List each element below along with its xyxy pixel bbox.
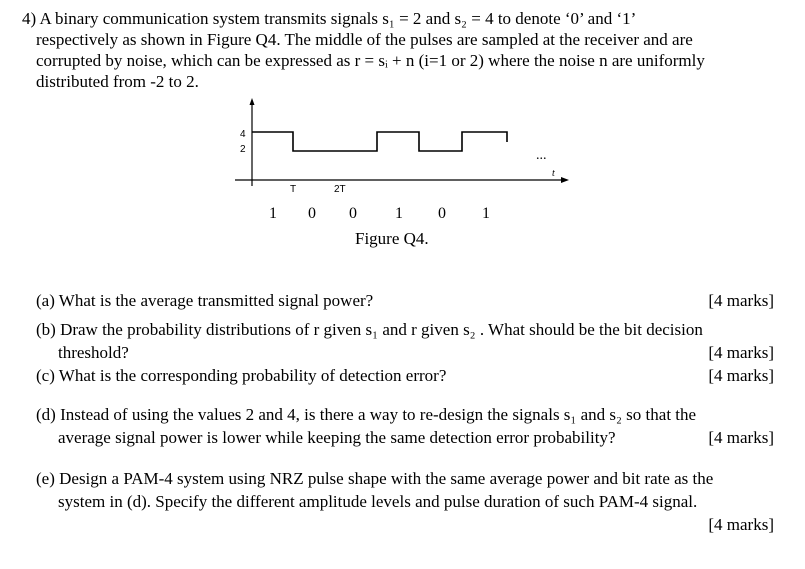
question-c — [36, 364, 774, 387]
bit-label: 0 — [438, 205, 446, 222]
question-e-text-1: (e) Design a PAM-4 system using NRZ pulse shape with the same average power and bit rate as the — [36, 469, 714, 488]
bit-label: 0 — [349, 205, 357, 222]
question-a-text: (a) What is the average transmitted signal power? — [36, 291, 374, 310]
x-tick-T: T — [290, 184, 297, 195]
question-e-text-2: system in (d). Specify the different amplitude levels and pulse duration of such PAM-4 signal. — [58, 492, 698, 511]
x-tick-2T: 2T — [334, 184, 346, 195]
bit-label: 1 — [482, 205, 490, 222]
figure-caption: Figure Q4. — [355, 229, 429, 248]
y-tick-2: 2 — [240, 144, 246, 155]
question-c-text: (c) What is the corresponding probability of detection error? — [36, 366, 447, 385]
problem-line-4: distributed from -2 to 2. — [36, 72, 199, 91]
bit-label: 0 — [308, 205, 316, 222]
question-d-text-1: (d) Instead of using the values 2 and 4, is there a way to re-design the signals s₁ and s₂ so that the — [36, 405, 697, 424]
y-tick-4: 4 — [240, 129, 246, 140]
problem-line-3: corrupted by noise, which can be expressed as r = sᵢ + n (i=1 or 2) where the noise n are uniformly — [36, 51, 705, 70]
question-b-text-1: (b) Draw the probability distributions of r given s₁ and r given s₂ . What should be the bit decision — [36, 320, 703, 339]
ellipsis: ... — [536, 148, 547, 163]
question-d-marks: [4 marks] — [708, 428, 774, 447]
question-d — [36, 403, 774, 449]
problem-statement — [22, 8, 774, 92]
problem-line-1: 4) A binary communication system transmits signals s₁ = 2 and s₂ = 4 to denote ‘0’ and ‘1’ — [22, 9, 637, 28]
x-axis-label: t — [552, 168, 555, 179]
question-b-marks: [4 marks] — [708, 343, 774, 362]
question-a — [36, 289, 774, 312]
y-axis-arrow — [250, 98, 255, 105]
problem-line-2: respectively as shown in Figure Q4. The middle of the pulses are sampled at the receiver and are — [36, 30, 693, 49]
question-c-marks: [4 marks] — [708, 366, 774, 385]
bit-label: 1 — [395, 205, 403, 222]
question-e — [36, 467, 774, 536]
question-e-marks: [4 marks] — [708, 515, 774, 534]
figure-q4-waveform — [230, 96, 575, 206]
signal-waveform — [252, 132, 507, 151]
question-b — [36, 318, 774, 364]
bit-label: 1 — [269, 205, 277, 222]
question-a-marks: [4 marks] — [708, 291, 774, 310]
x-axis-arrow — [561, 177, 569, 183]
question-d-text-2: average signal power is lower while keeping the same detection error probability? — [58, 428, 616, 447]
question-b-text-2: threshold? — [58, 343, 129, 362]
